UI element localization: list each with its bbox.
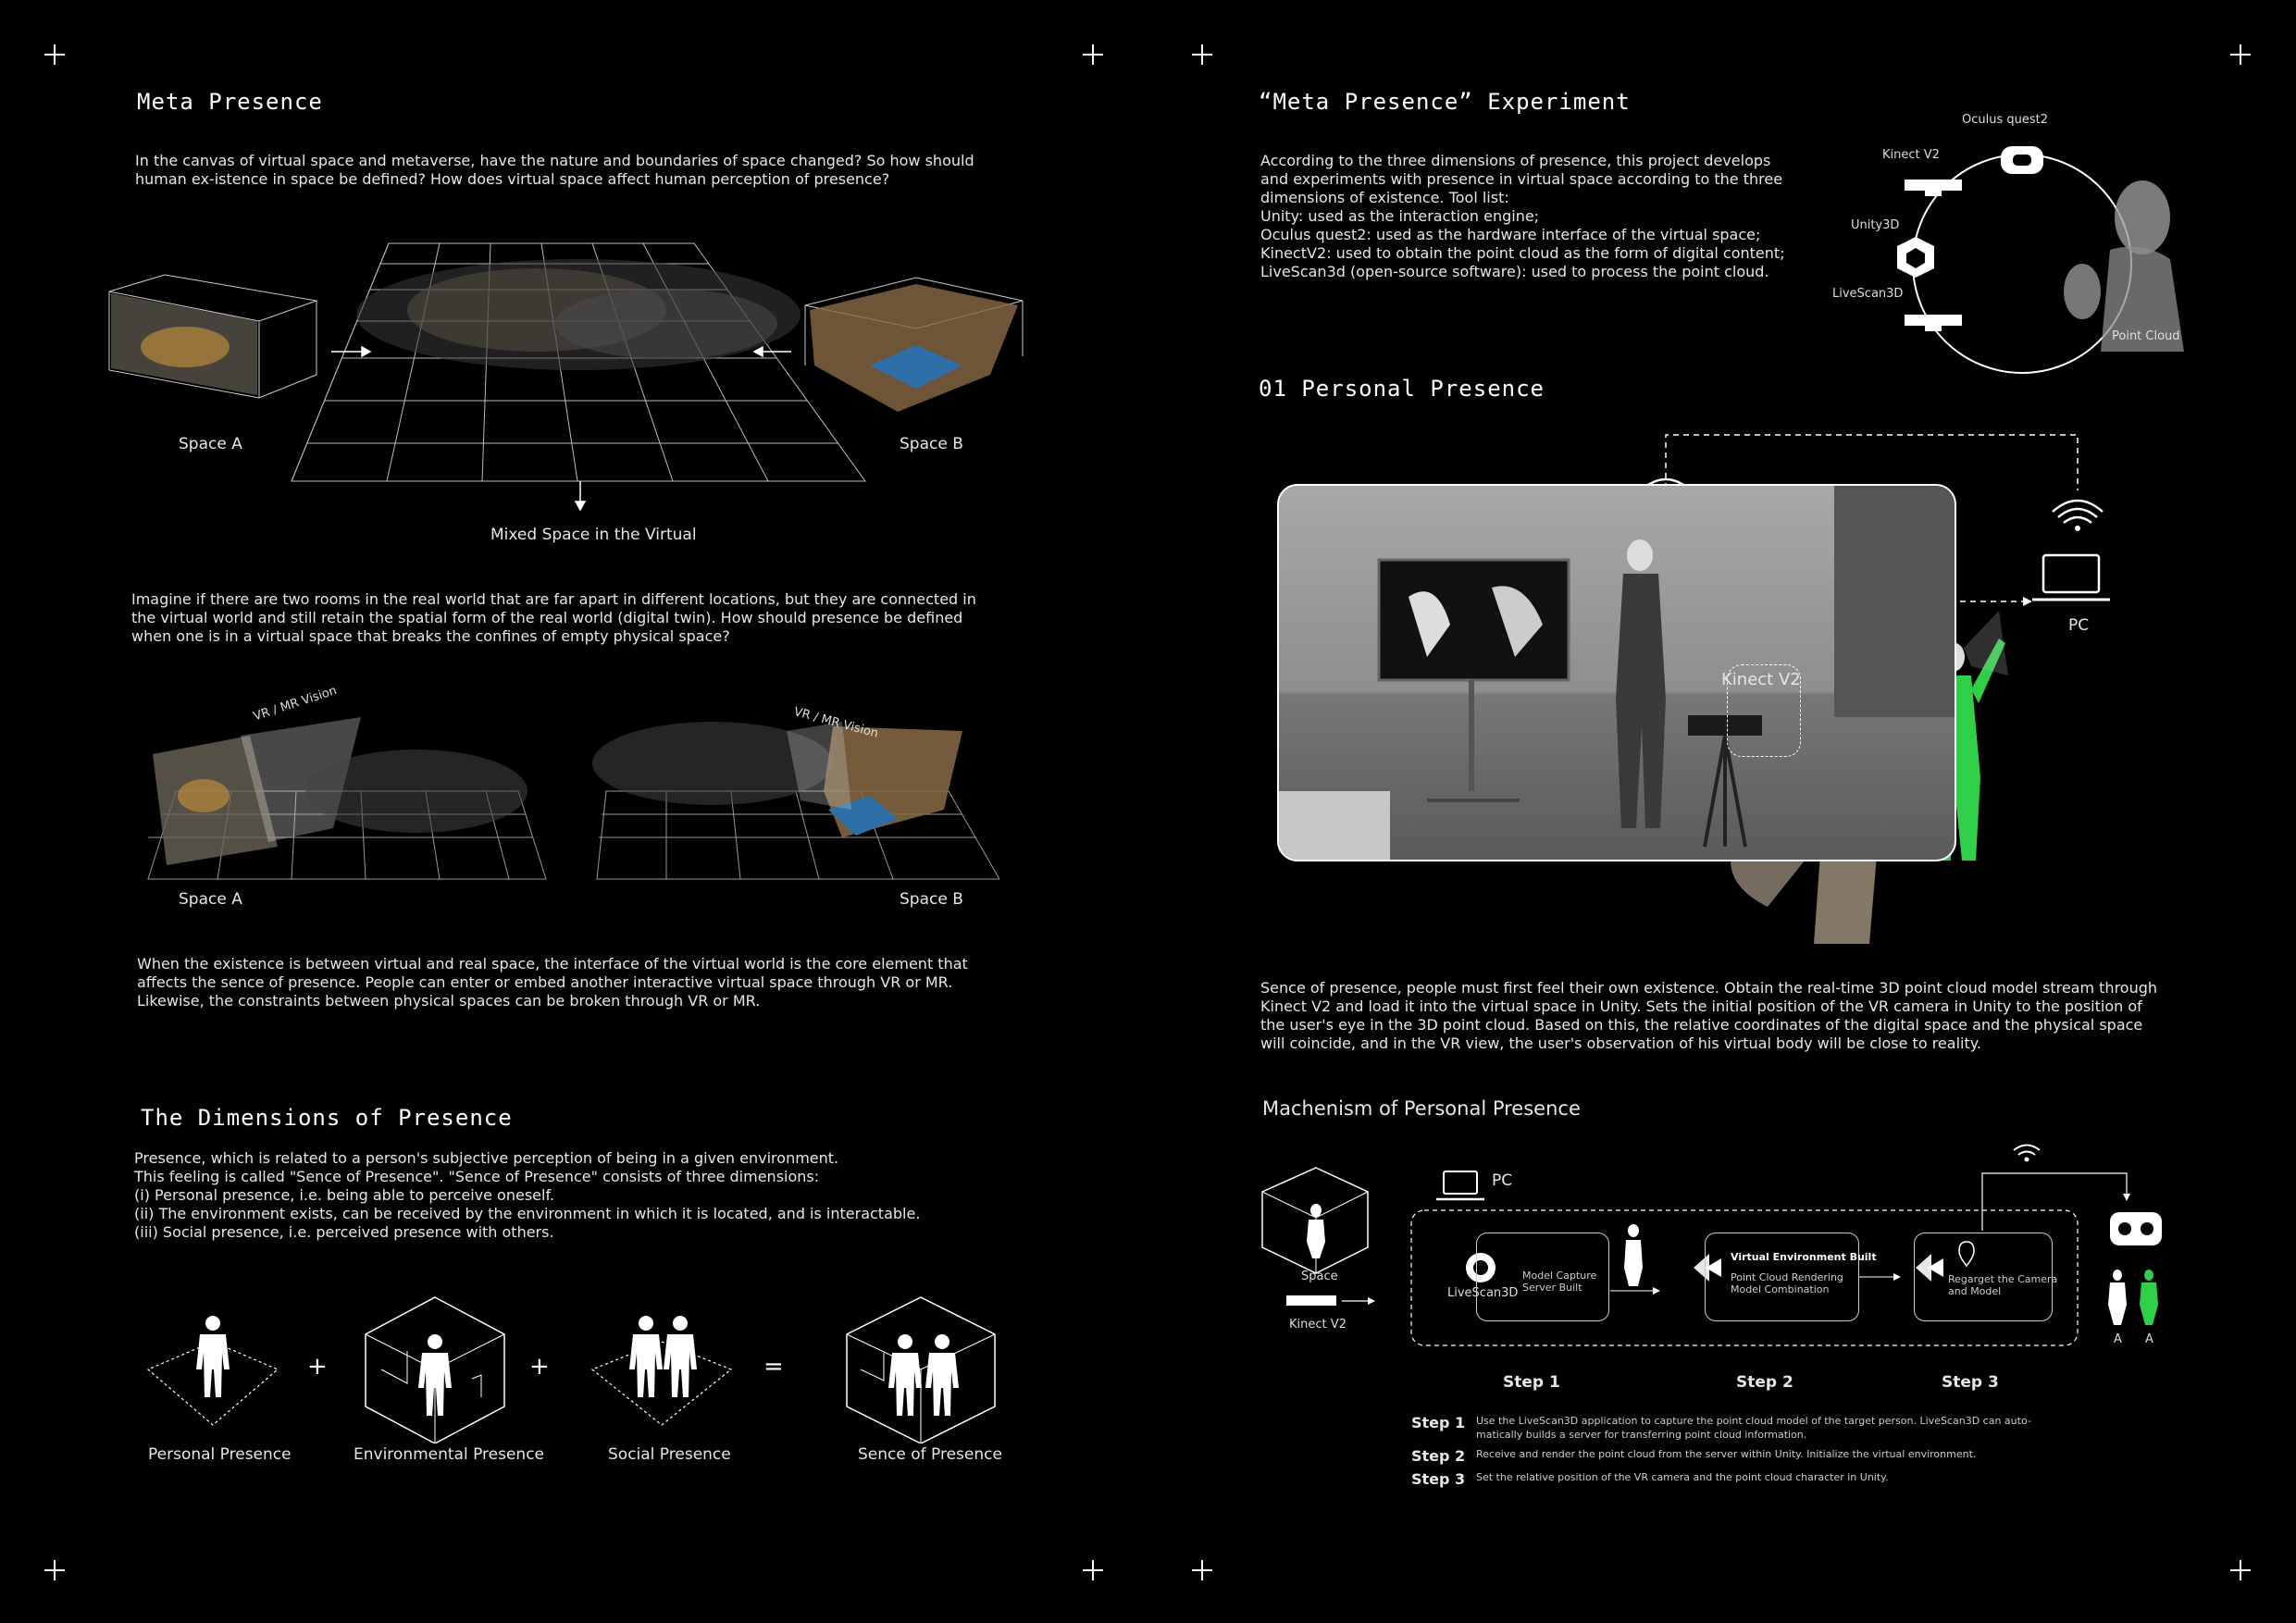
- step2-box-text: [1731, 1271, 1843, 1295]
- step-desc-text: Set the relative position of the VR camera and the point cloud character in Unity.: [1476, 1471, 1889, 1483]
- mechanism-pc-label: PC: [1492, 1171, 1513, 1190]
- crosshair-mark: [44, 1560, 65, 1580]
- space-a-label-2: Space A: [179, 890, 242, 909]
- presence-dimension-icons: [130, 1286, 1018, 1443]
- imagine-paragraph: Imagine if there are two rooms in the real world that are far apart in different locations, but they are connected in the virtual world and still retain the spatial form of the real world (digital twin). How should presence be defined when one is in a virtual space that breaks the confines of empty physical space?: [131, 590, 976, 645]
- experiment-line: According to the three dimensions of presence, this project develops: [1260, 152, 1771, 169]
- svg-text:=: =: [763, 1353, 784, 1381]
- dimensions-line: Presence, which is related to a person's subjective perception of being in a given environment.: [134, 1149, 839, 1167]
- kinect-label: Kinect V2: [1882, 148, 1940, 162]
- step3-box-text: [1948, 1273, 2057, 1297]
- step3-label: Step 3: [1942, 1373, 1999, 1392]
- vr-mr-vision-label-2: VR / MR Vision: [792, 705, 880, 741]
- space-b-label-2: Space B: [900, 890, 963, 909]
- svg-text:+: +: [529, 1353, 550, 1381]
- dimensions-line: (iii) Social presence, i.e. perceived presence with others.: [134, 1223, 554, 1241]
- step3-box-line: Regarget the Camera: [1948, 1273, 2058, 1285]
- step-descriptions: [1411, 1414, 2059, 1488]
- meta-presence-title: Meta Presence: [137, 89, 323, 115]
- crosshair-mark: [2230, 1560, 2251, 1580]
- step2-box-title: Virtual Environment Built: [1731, 1251, 1877, 1263]
- mechanism-kinect-label: Kinect V2: [1289, 1318, 1347, 1332]
- mixed-space-diagram: [102, 236, 1027, 514]
- dimensions-text: [134, 1149, 920, 1242]
- vr-mr-vision-label-1: VR / MR Vision: [252, 684, 339, 725]
- experiment-line: KinectV2: used to obtain the point cloud as the form of digital content;: [1260, 244, 1785, 262]
- step-desc-label: Step 3: [1411, 1470, 1466, 1488]
- experiment-line: Oculus quest2: used as the hardware interface of the virtual space;: [1260, 226, 1761, 243]
- lab-photo: [1277, 484, 1956, 861]
- pc-label: PC: [2068, 616, 2090, 635]
- environmental-presence-label: Environmental Presence: [354, 1445, 545, 1464]
- experiment-line: and experiments with presence in virtual space according to the three: [1260, 170, 1783, 188]
- meta-presence-intro: In the canvas of virtual space and metaverse, have the nature and boundaries of space changed? So how should human ex-istence in space be defined? How does virtual space affect human perception of presence?: [135, 152, 974, 188]
- a-label-white: A: [2114, 1332, 2122, 1346]
- experiment-line: LiveScan3d (open-source software): used to process the point cloud.: [1260, 263, 1769, 280]
- step1-box-line: Model Capture: [1522, 1270, 1597, 1282]
- oculus-label: Oculus quest2: [1962, 113, 2049, 127]
- personal-presence-description: Sence of presence, people must first feel their own existence. Obtain the real-time 3D point cloud model stream through Kinect V2 and load it into the virtual space in Unity. Sets the initial position of the VR camera in Unity to the position of the user's eye in the 3D point cloud. Based on this, the relative coordinates of the digital space and the physical space will coincide, and in the VR view, the user's observation of his virtual body will be close to reality.: [1260, 979, 2158, 1052]
- dimensions-line: (i) Personal presence, i.e. being able to perceive oneself.: [134, 1186, 554, 1204]
- experiment-line: dimensions of existence. Tool list:: [1260, 189, 1509, 206]
- space-a-label: Space A: [179, 435, 242, 453]
- crosshair-mark: [2230, 44, 2251, 65]
- crosshair-mark: [1083, 1560, 1103, 1580]
- step1-box-text: [1522, 1270, 1596, 1294]
- point-cloud-label: Point Cloud: [2112, 329, 2180, 343]
- step-desc-text: Receive and render the point cloud from the server within Unity. Initialize the virtual environment.: [1476, 1448, 1977, 1460]
- step2-box-line: Model Combination: [1731, 1283, 1830, 1295]
- step-desc-text: Use the LiveScan3D application to capture the point cloud model of the target person. LiveScan3D can auto-matically builds a server for transferring point cloud information.: [1476, 1415, 2031, 1441]
- mechanism-space-label: Space: [1301, 1270, 1338, 1283]
- dimensions-line: This feeling is called "Sence of Presence". "Sence of Presence" consists of three dimensions:: [134, 1168, 820, 1185]
- sence-of-presence-label: Sence of Presence: [858, 1445, 1002, 1464]
- step1-box-line: Server Built: [1522, 1282, 1582, 1294]
- step1-label: Step 1: [1503, 1373, 1560, 1392]
- tool-cycle-diagram: [1888, 139, 2221, 379]
- step2-box-line: Point Cloud Rendering: [1731, 1271, 1843, 1283]
- existence-paragraph: When the existence is between virtual and real space, the interface of the virtual world is the core element that affects the sence of presence. People can enter or embed another interactive virtual space through VR or MR. Likewise, the constraints between physical spaces can be broken through VR or MR.: [137, 955, 968, 1010]
- step-desc-label: Step 1: [1411, 1414, 1466, 1431]
- step3-box-line: and Model: [1948, 1285, 2002, 1297]
- step2-label: Step 2: [1736, 1373, 1793, 1392]
- a-label-green: A: [2145, 1332, 2153, 1346]
- livescan-logo-label: LiveScan3D: [1447, 1286, 1519, 1300]
- svg-text:+: +: [307, 1353, 328, 1381]
- kinect-v2-photo-label: Kinect V2: [1721, 670, 1801, 689]
- crosshair-mark: [1192, 1560, 1212, 1580]
- dimensions-line: (ii) The environment exists, can be received by the environment in which it is located, and is interactable.: [134, 1205, 921, 1222]
- social-presence-label: Social Presence: [608, 1445, 731, 1464]
- experiment-text: [1260, 152, 1785, 281]
- crosshair-mark: [44, 44, 65, 65]
- dimensions-title: The Dimensions of Presence: [141, 1105, 513, 1131]
- experiment-line: Unity: used as the interaction engine;: [1260, 207, 1540, 225]
- personal-presence-title: 01 Personal Presence: [1259, 376, 1545, 402]
- mechanism-title: Machenism of Personal Presence: [1262, 1097, 1581, 1120]
- crosshair-mark: [1192, 44, 1212, 65]
- step-desc-row: [1411, 1470, 2059, 1488]
- unity-label: Unity3D: [1851, 218, 1900, 232]
- crosshair-mark: [1083, 44, 1103, 65]
- space-b-label: Space B: [900, 435, 963, 453]
- personal-presence-label: Personal Presence: [148, 1445, 292, 1464]
- step-desc-row: [1411, 1414, 2059, 1442]
- step-desc-row: [1411, 1447, 2059, 1465]
- experiment-title: “Meta Presence” Experiment: [1259, 89, 1631, 115]
- step-desc-label: Step 2: [1411, 1447, 1466, 1465]
- mixed-space-label: Mixed Space in the Virtual: [490, 526, 697, 544]
- livescan-label: LiveScan3D: [1832, 287, 1904, 301]
